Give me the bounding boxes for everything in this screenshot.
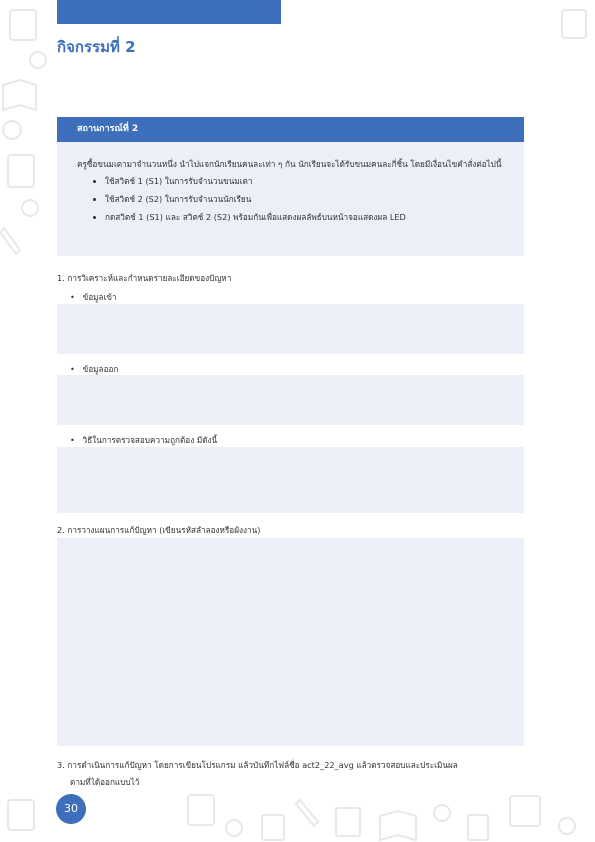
scenario-heading: สถานการณ์ที่ 2 — [57, 117, 524, 142]
document-icon — [8, 155, 34, 187]
note-icon — [336, 808, 360, 836]
question-3-line-1: 3. การดำเนินการแก้ปัญหา โดยการเขียนโปรแกรม แล้วบันทึกไฟล์ชื่อ act2_22_avg แล้วตรวจสอบและประเมินผล — [57, 760, 458, 770]
refresh-icon — [30, 52, 46, 68]
calculator-icon-2 — [188, 795, 214, 825]
check-method-text: วิธีในการตรวจสอบความถูกต้อง มีดังนี้ — [82, 435, 218, 445]
output-data-label: • ข้อมูลออก — [70, 364, 119, 374]
clipboard-icon — [10, 10, 36, 40]
question-2-label: 2. การวางแผนการแก้ปัญหา (เขียนรหัสลำลองหรือผังงาน) — [57, 525, 261, 535]
output-data-answer-box[interactable] — [57, 375, 524, 425]
scenario-intro: ครูซื้อขนมเตามาจำนวนหนึ่ง นำไปแจกนักเรียนคนละเท่า ๆ กัน นักเรียนจะได้รับขนมคนละกี่ชิ้น โดยมีเงื่อนไขคำสั่งต่อไปนี้ — [77, 159, 502, 169]
lightbulb-icon — [22, 200, 38, 216]
document-icon-right — [562, 10, 586, 38]
scenario-bullet: • ใช้สวิตช์ 2 (S2) ในการรับจำนวนนักเรียน — [105, 190, 504, 208]
pencil-icon — [0, 228, 20, 254]
tablet-icon — [510, 796, 540, 826]
page-number: 30 — [56, 794, 86, 824]
book-icon-2 — [380, 811, 416, 840]
magnifier-icon-2 — [434, 805, 450, 821]
lightbulb-icon-2 — [226, 820, 242, 836]
output-data-text: ข้อมูลออก — [82, 364, 119, 374]
scenario-body — [57, 142, 524, 256]
header-accent-bar — [57, 0, 281, 24]
input-data-answer-box[interactable] — [57, 304, 524, 354]
question-3-line-2: ตามที่ได้ออกแบบไว้ — [70, 777, 140, 787]
input-data-text: ข้อมูลเข้า — [82, 292, 117, 302]
calculator-icon — [8, 800, 34, 830]
check-method-label: • วิธีในการตรวจสอบความถูกต้อง มีดังนี้ — [70, 435, 218, 445]
check-method-answer-box[interactable] — [57, 447, 524, 513]
gender-icon — [559, 818, 575, 834]
activity-title: กิจกรรมที่ 2 — [57, 38, 136, 56]
pen-cup-icon — [468, 815, 488, 840]
scenario-bullet-list — [77, 172, 504, 226]
scenario-bullet: • กดสวิตช์ 1 (S1) และ สวิตช์ 2 (S2) พร้อมกันเพื่อแสดงผลลัพธ์บนหน้าจอแสดงผล LED — [105, 208, 504, 226]
input-data-label: • ข้อมูลเข้า — [70, 292, 117, 302]
question-1-label: 1. การวิเคราะห์และกำหนดรายละเอียดของปัญหา — [57, 273, 232, 283]
folder-icon — [262, 815, 284, 840]
planning-answer-box[interactable] — [57, 538, 524, 746]
book-icon — [3, 80, 36, 110]
pencil-icon-2 — [296, 800, 318, 826]
magnifier-icon — [3, 121, 21, 139]
scenario-bullet: • ใช้สวิตช์ 1 (S1) ในการรับจำนวนขนมเตา — [105, 172, 504, 190]
